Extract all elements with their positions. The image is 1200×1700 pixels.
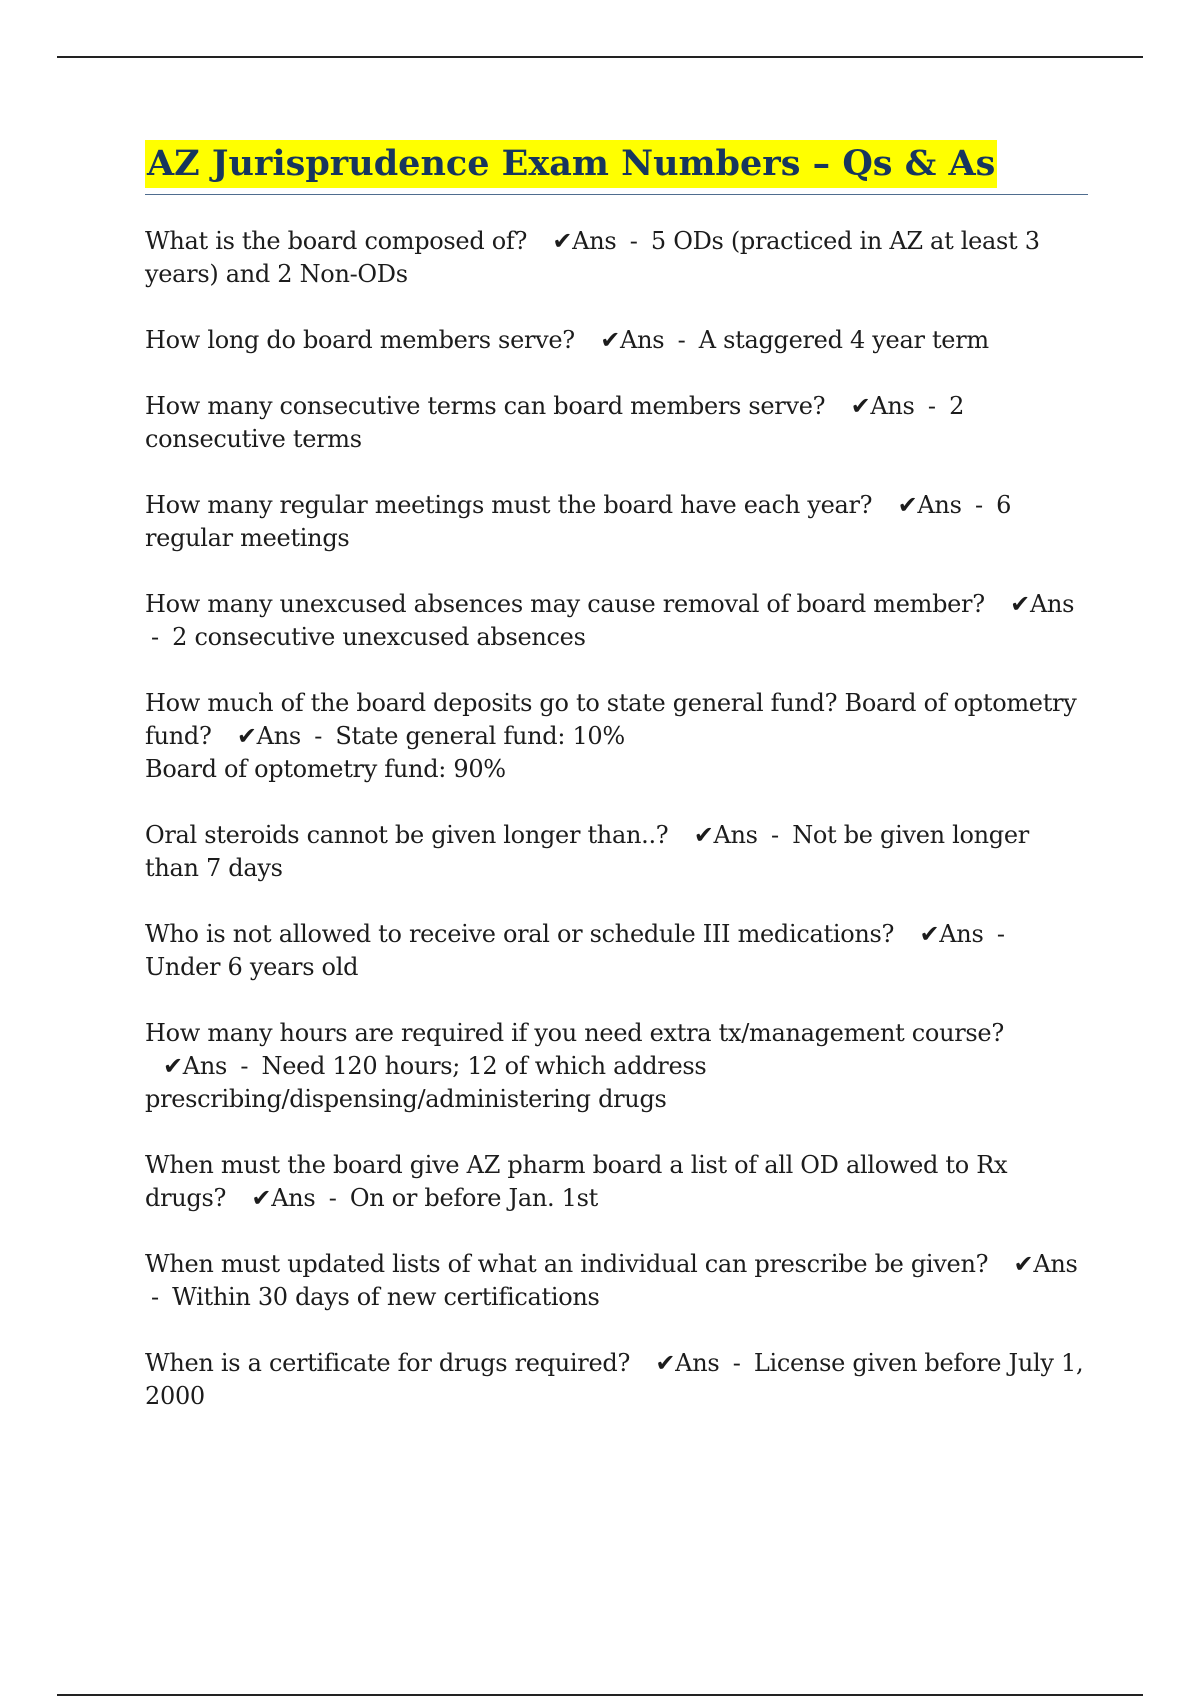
answer-text: Under 6 years old	[145, 953, 359, 981]
answer-marker: ✔Ans	[163, 1052, 228, 1080]
qa-item	[145, 324, 1088, 357]
answer-separator: -	[328, 1184, 337, 1212]
question-text: How many consecutive terms can board members serve?	[145, 392, 826, 420]
qa-item	[145, 819, 1088, 885]
header-rule	[57, 56, 1143, 58]
footer-rule	[57, 1694, 1143, 1696]
answer-separator: -	[677, 326, 686, 354]
answer-marker: ✔Ans	[655, 1349, 720, 1377]
qa-item	[145, 390, 1088, 456]
question-text: How many hours are required if you need extra tx/management course?	[145, 1019, 1004, 1047]
answer-marker: ✔Ans	[600, 326, 665, 354]
answer-marker: ✔Ans	[1013, 1250, 1078, 1278]
qa-item	[145, 588, 1088, 654]
answer-separator: -	[771, 821, 779, 849]
question-text: Oral steroids cannot be given longer than..?	[145, 821, 669, 849]
answer-text: 2 consecutive terms	[145, 392, 965, 453]
answer-text: Not be given longer than 7 days	[145, 821, 1029, 882]
question-text: How many regular meetings must the board have each year?	[145, 491, 873, 519]
question-text: How much of the board deposits go to state general fund? Board of optometry fund?	[145, 689, 1077, 750]
answer-separator: -	[927, 392, 936, 420]
answer-text: 6 regular meetings	[145, 491, 1012, 552]
answer-text: A staggered 4 year term	[698, 326, 989, 354]
answer-separator: -	[629, 227, 638, 255]
answer-separator: -	[314, 722, 323, 750]
answer-marker: ✔Ans	[552, 227, 617, 255]
qa-item	[145, 687, 1088, 786]
answer-separator: -	[151, 1283, 159, 1311]
question-text: How many unexcused absences may cause removal of board member?	[145, 590, 985, 618]
document-title: AZ Jurisprudence Exam Numbers – Qs & As	[145, 140, 997, 188]
question-text: When is a certificate for drugs required?	[145, 1349, 631, 1377]
answer-separator: -	[974, 491, 983, 519]
answer-separator: -	[151, 623, 159, 651]
answer-extra-line: Board of optometry fund: 90%	[145, 755, 506, 783]
qa-item	[145, 1347, 1088, 1413]
qa-item	[145, 1017, 1088, 1116]
answer-text: Within 30 days of new certifications	[172, 1283, 600, 1311]
answer-marker: ✔Ans	[897, 491, 962, 519]
answer-text: 2 consecutive unexcused absences	[172, 623, 586, 651]
qa-item	[145, 918, 1088, 984]
answer-marker: ✔Ans	[251, 1184, 316, 1212]
answer-text: Need 120 hours; 12 of which address prescribing/dispensing/administering drugs	[145, 1052, 707, 1113]
qa-item	[145, 1149, 1088, 1215]
title-block	[145, 140, 1088, 195]
answer-text: State general fund: 10%	[335, 722, 625, 750]
answer-marker: ✔Ans	[850, 392, 915, 420]
question-text: Who is not allowed to receive oral or schedule III medications?	[145, 920, 895, 948]
answer-separator: -	[732, 1349, 741, 1377]
answer-text: 5 ODs (practiced in AZ at least 3 years) and 2 Non-ODs	[145, 227, 1040, 288]
answer-separator: -	[240, 1052, 249, 1080]
answer-text: On or before Jan. 1st	[349, 1184, 598, 1212]
question-text: What is the board composed of?	[145, 227, 528, 255]
question-text: When must updated lists of what an individual can prescribe be given?	[145, 1250, 989, 1278]
answer-marker: ✔Ans	[236, 722, 301, 750]
answer-separator: -	[996, 920, 1005, 948]
answer-marker: ✔Ans	[693, 821, 758, 849]
document-body	[145, 140, 1088, 1446]
qa-item	[145, 1248, 1088, 1314]
qa-item	[145, 489, 1088, 555]
answer-text: License given before July 1, 2000	[145, 1349, 1084, 1410]
question-text: When must the board give AZ pharm board a list of all OD allowed to Rx drugs?	[145, 1151, 1008, 1212]
answer-marker: ✔Ans	[919, 920, 984, 948]
qa-list	[145, 225, 1088, 1413]
qa-item	[145, 225, 1088, 291]
question-text: How long do board members serve?	[145, 326, 575, 354]
answer-marker: ✔Ans	[1010, 590, 1075, 618]
